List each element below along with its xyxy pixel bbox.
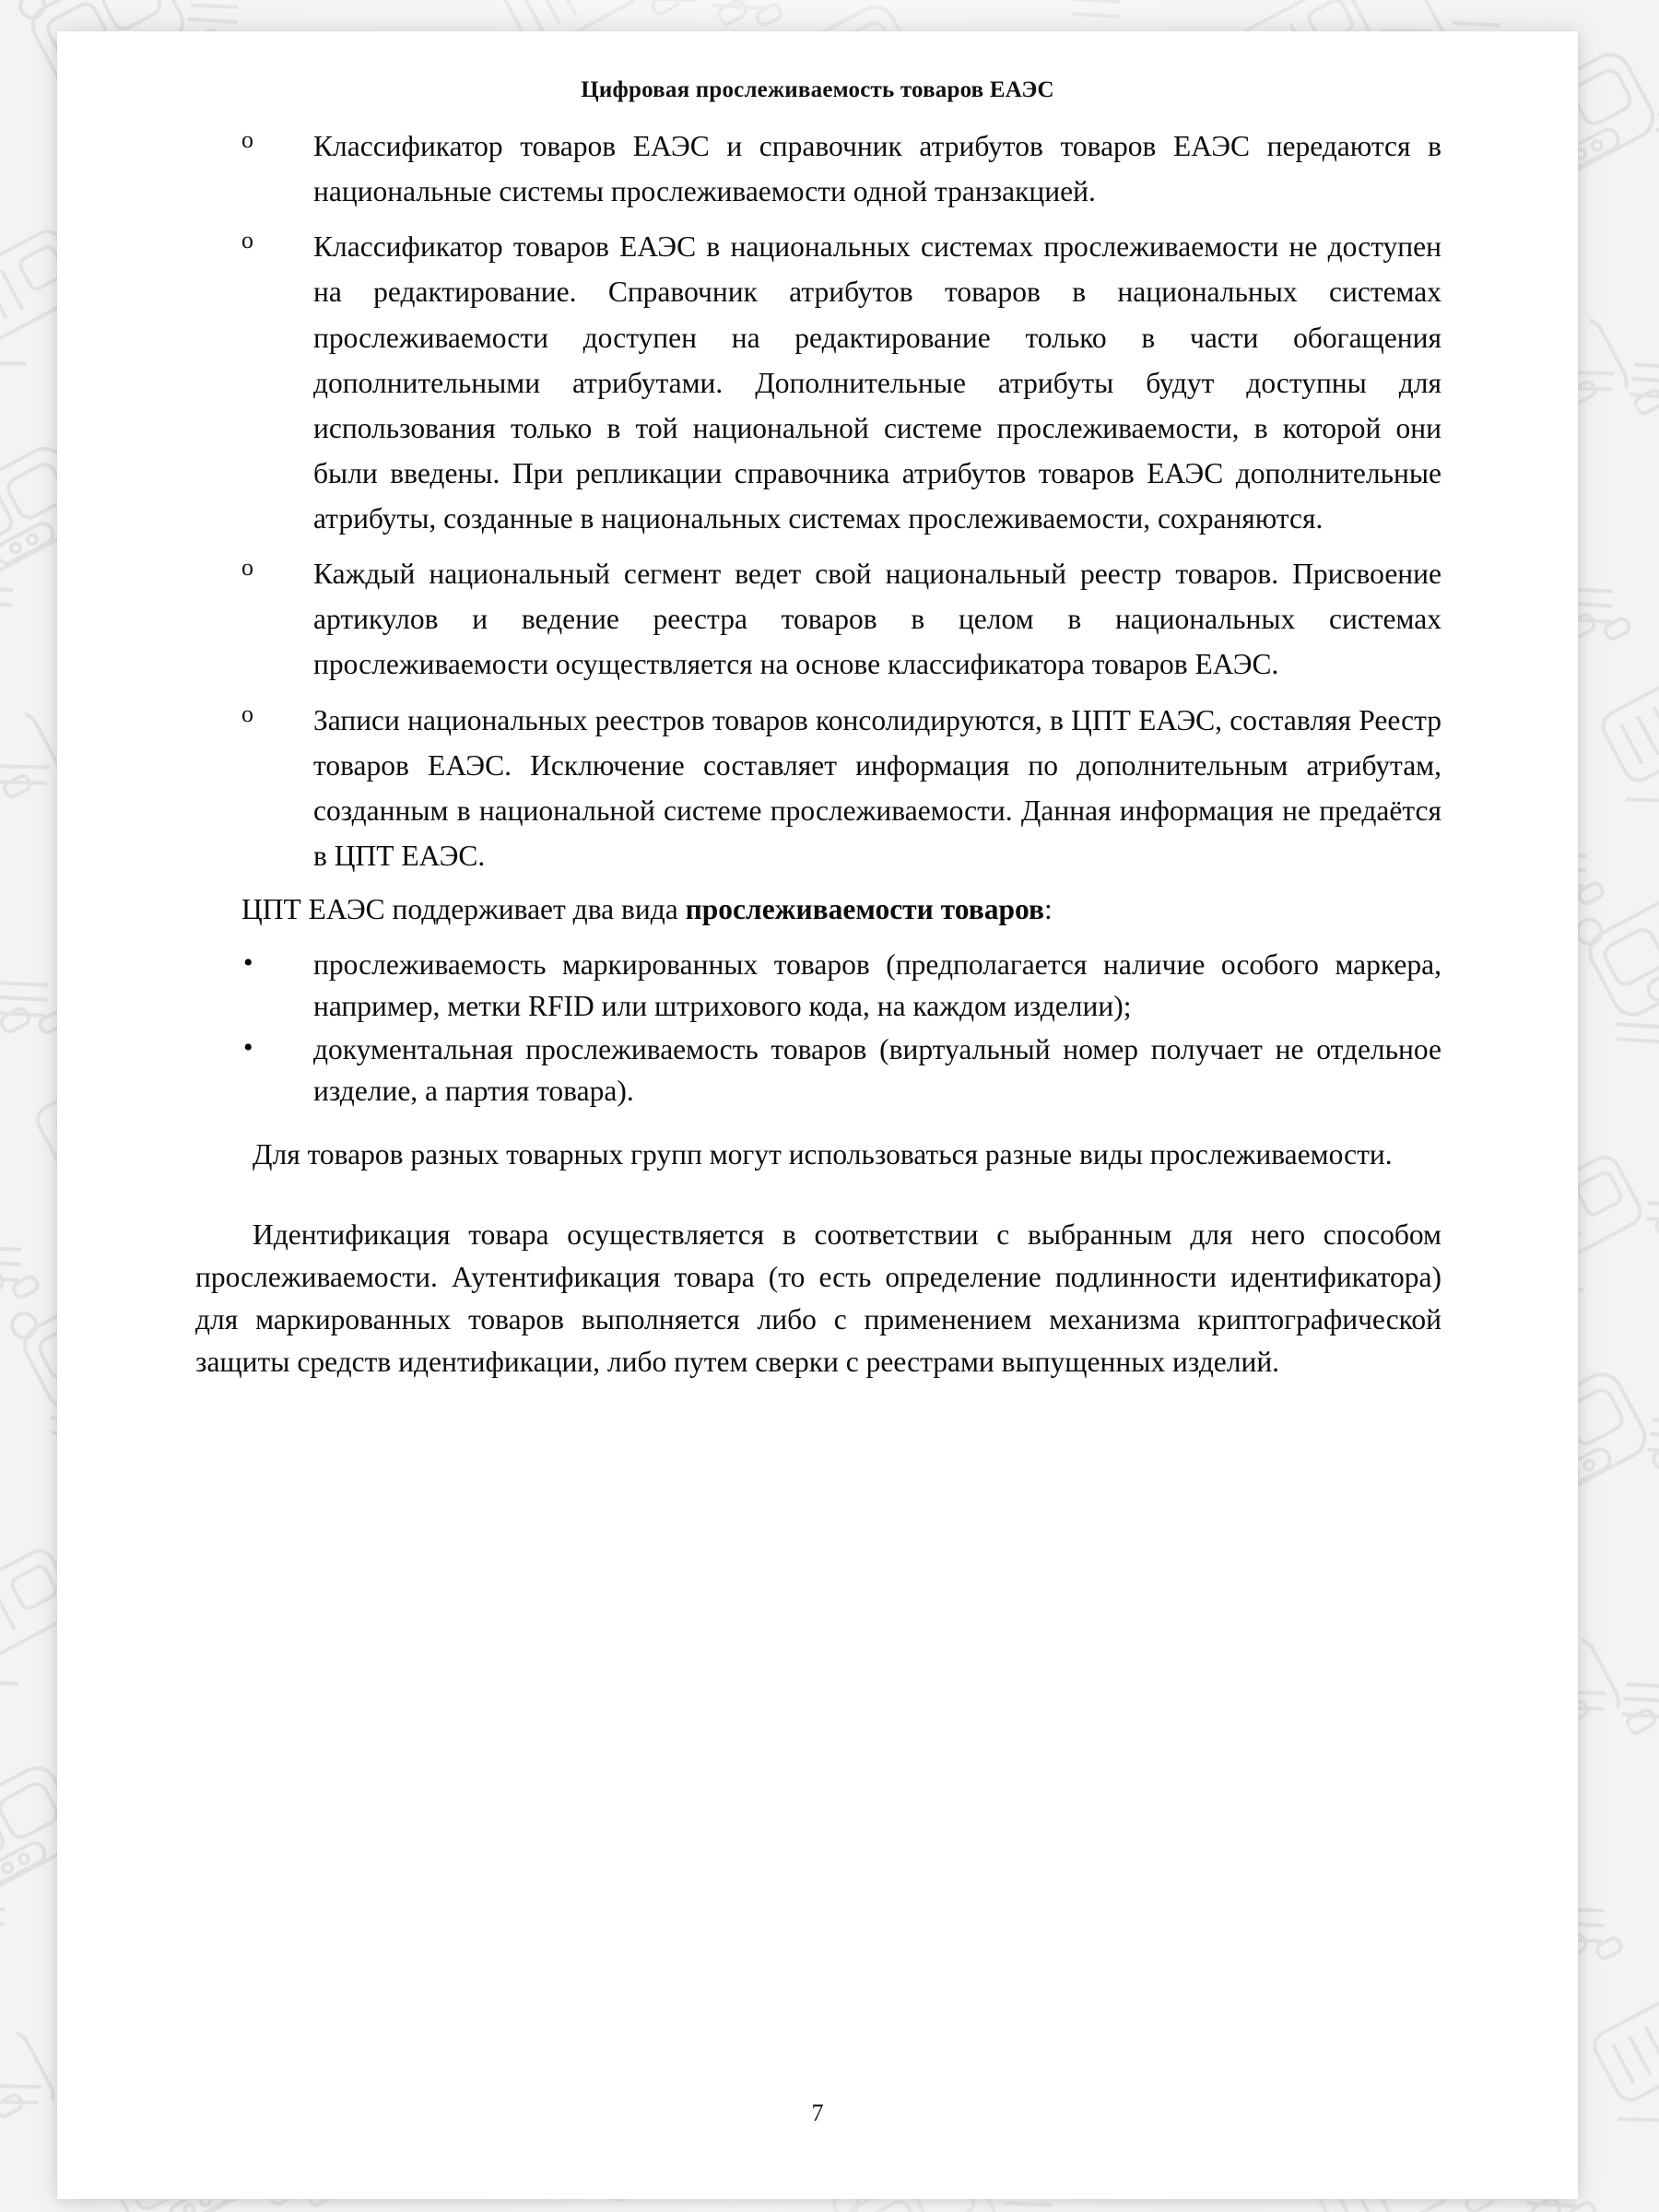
list-item	[195, 1030, 1441, 1112]
list-item-text: Классификатор товаров ЕАЭС в национальных системах прослеживаемости не доступен на редактирование. Справочник атрибутов товаров в национальных системах прослеживаемости доступен на редактирование только в части обогащения дополнительными атрибутами. Дополнительные атрибуты будут доступны для использования только в той национальной системе прослеживаемости, в которой они были введены. При репликации справочника атрибутов товаров ЕАЭС дополнительные атрибуты, созданные в национальных системах прослеживаемости, сохраняются.	[313, 230, 1441, 535]
list-marker-circle-icon: o	[241, 126, 253, 153]
list-marker-dot-icon: •	[243, 947, 253, 979]
list-item-text: Классификатор товаров ЕАЭС и справочник атрибутов товаров ЕАЭС передаются в национальные системы прослеживаемости одной транзакцией.	[313, 130, 1441, 208]
list-item	[195, 551, 1441, 687]
list-item	[195, 945, 1441, 1027]
sub-bullet-list-circle	[195, 124, 1441, 878]
list-item	[195, 124, 1441, 214]
page-running-header: Цифровая прослеживаемость товаров ЕАЭС	[581, 77, 1054, 102]
intro-text-before-bold: ЦПТ ЕАЭС поддерживает два вида	[241, 893, 686, 925]
list-item-text: прослеживаемость маркированных товаров (предполагается наличие особого маркера, например, метки RFID или штрихового кода, на каждом изделии);	[313, 948, 1441, 1023]
intro-text-bold: прослеживаемости товаров	[685, 893, 1044, 925]
list-marker-dot-icon: •	[243, 1031, 253, 1063]
list-marker-circle-icon: o	[241, 700, 253, 727]
list-item-text: документальная прослеживаемость товаров (виртуальный номер получает не отдельное изделие, а партия товара).	[313, 1032, 1441, 1107]
list-marker-circle-icon: o	[241, 227, 253, 254]
spacer	[195, 1113, 1441, 1134]
bullet-list-dot	[195, 945, 1441, 1112]
list-item-text: Записи национальных реестров товаров консолидируются, в ЦПТ ЕАЭС, составляя Реестр товаров ЕАЭС. Исключение составляет информация по дополнительным атрибутам, созданным в национальной системе прослеживаемости. Данная информация не предаётся в ЦПТ ЕАЭС.	[313, 703, 1441, 872]
page-number: 7	[811, 2100, 824, 2126]
list-marker-circle-icon: o	[241, 554, 253, 582]
body-paragraph-2: Идентификация товара осуществляется в соответствии с выбранным для него способом прослеживаемости. Аутентификация товара (то есть определение подлинности идентификатора) для маркированных товаров выполняется либо с применением механизма криптографической защиты средств идентификации, либо путем сверки с реестрами выпущенных изделий.	[195, 1218, 1441, 1379]
list-item	[195, 224, 1441, 541]
page-content	[195, 124, 1441, 1384]
body-paragraph-1: Для товаров разных товарных групп могут использоваться разные виды прослеживаемости.	[253, 1138, 1393, 1171]
document-page	[57, 31, 1578, 2199]
spacer	[195, 1177, 1441, 1214]
list-item-text: Каждый национальный сегмент ведет свой национальный реестр товаров. Присвоение артикулов и ведение реестра товаров в целом в национальных системах прослеживаемости осуществляется на основе классификатора товаров ЕАЭС.	[313, 558, 1441, 681]
intro-paragraph	[241, 888, 1441, 930]
list-item	[195, 698, 1441, 879]
intro-text-after-bold: :	[1043, 893, 1053, 925]
